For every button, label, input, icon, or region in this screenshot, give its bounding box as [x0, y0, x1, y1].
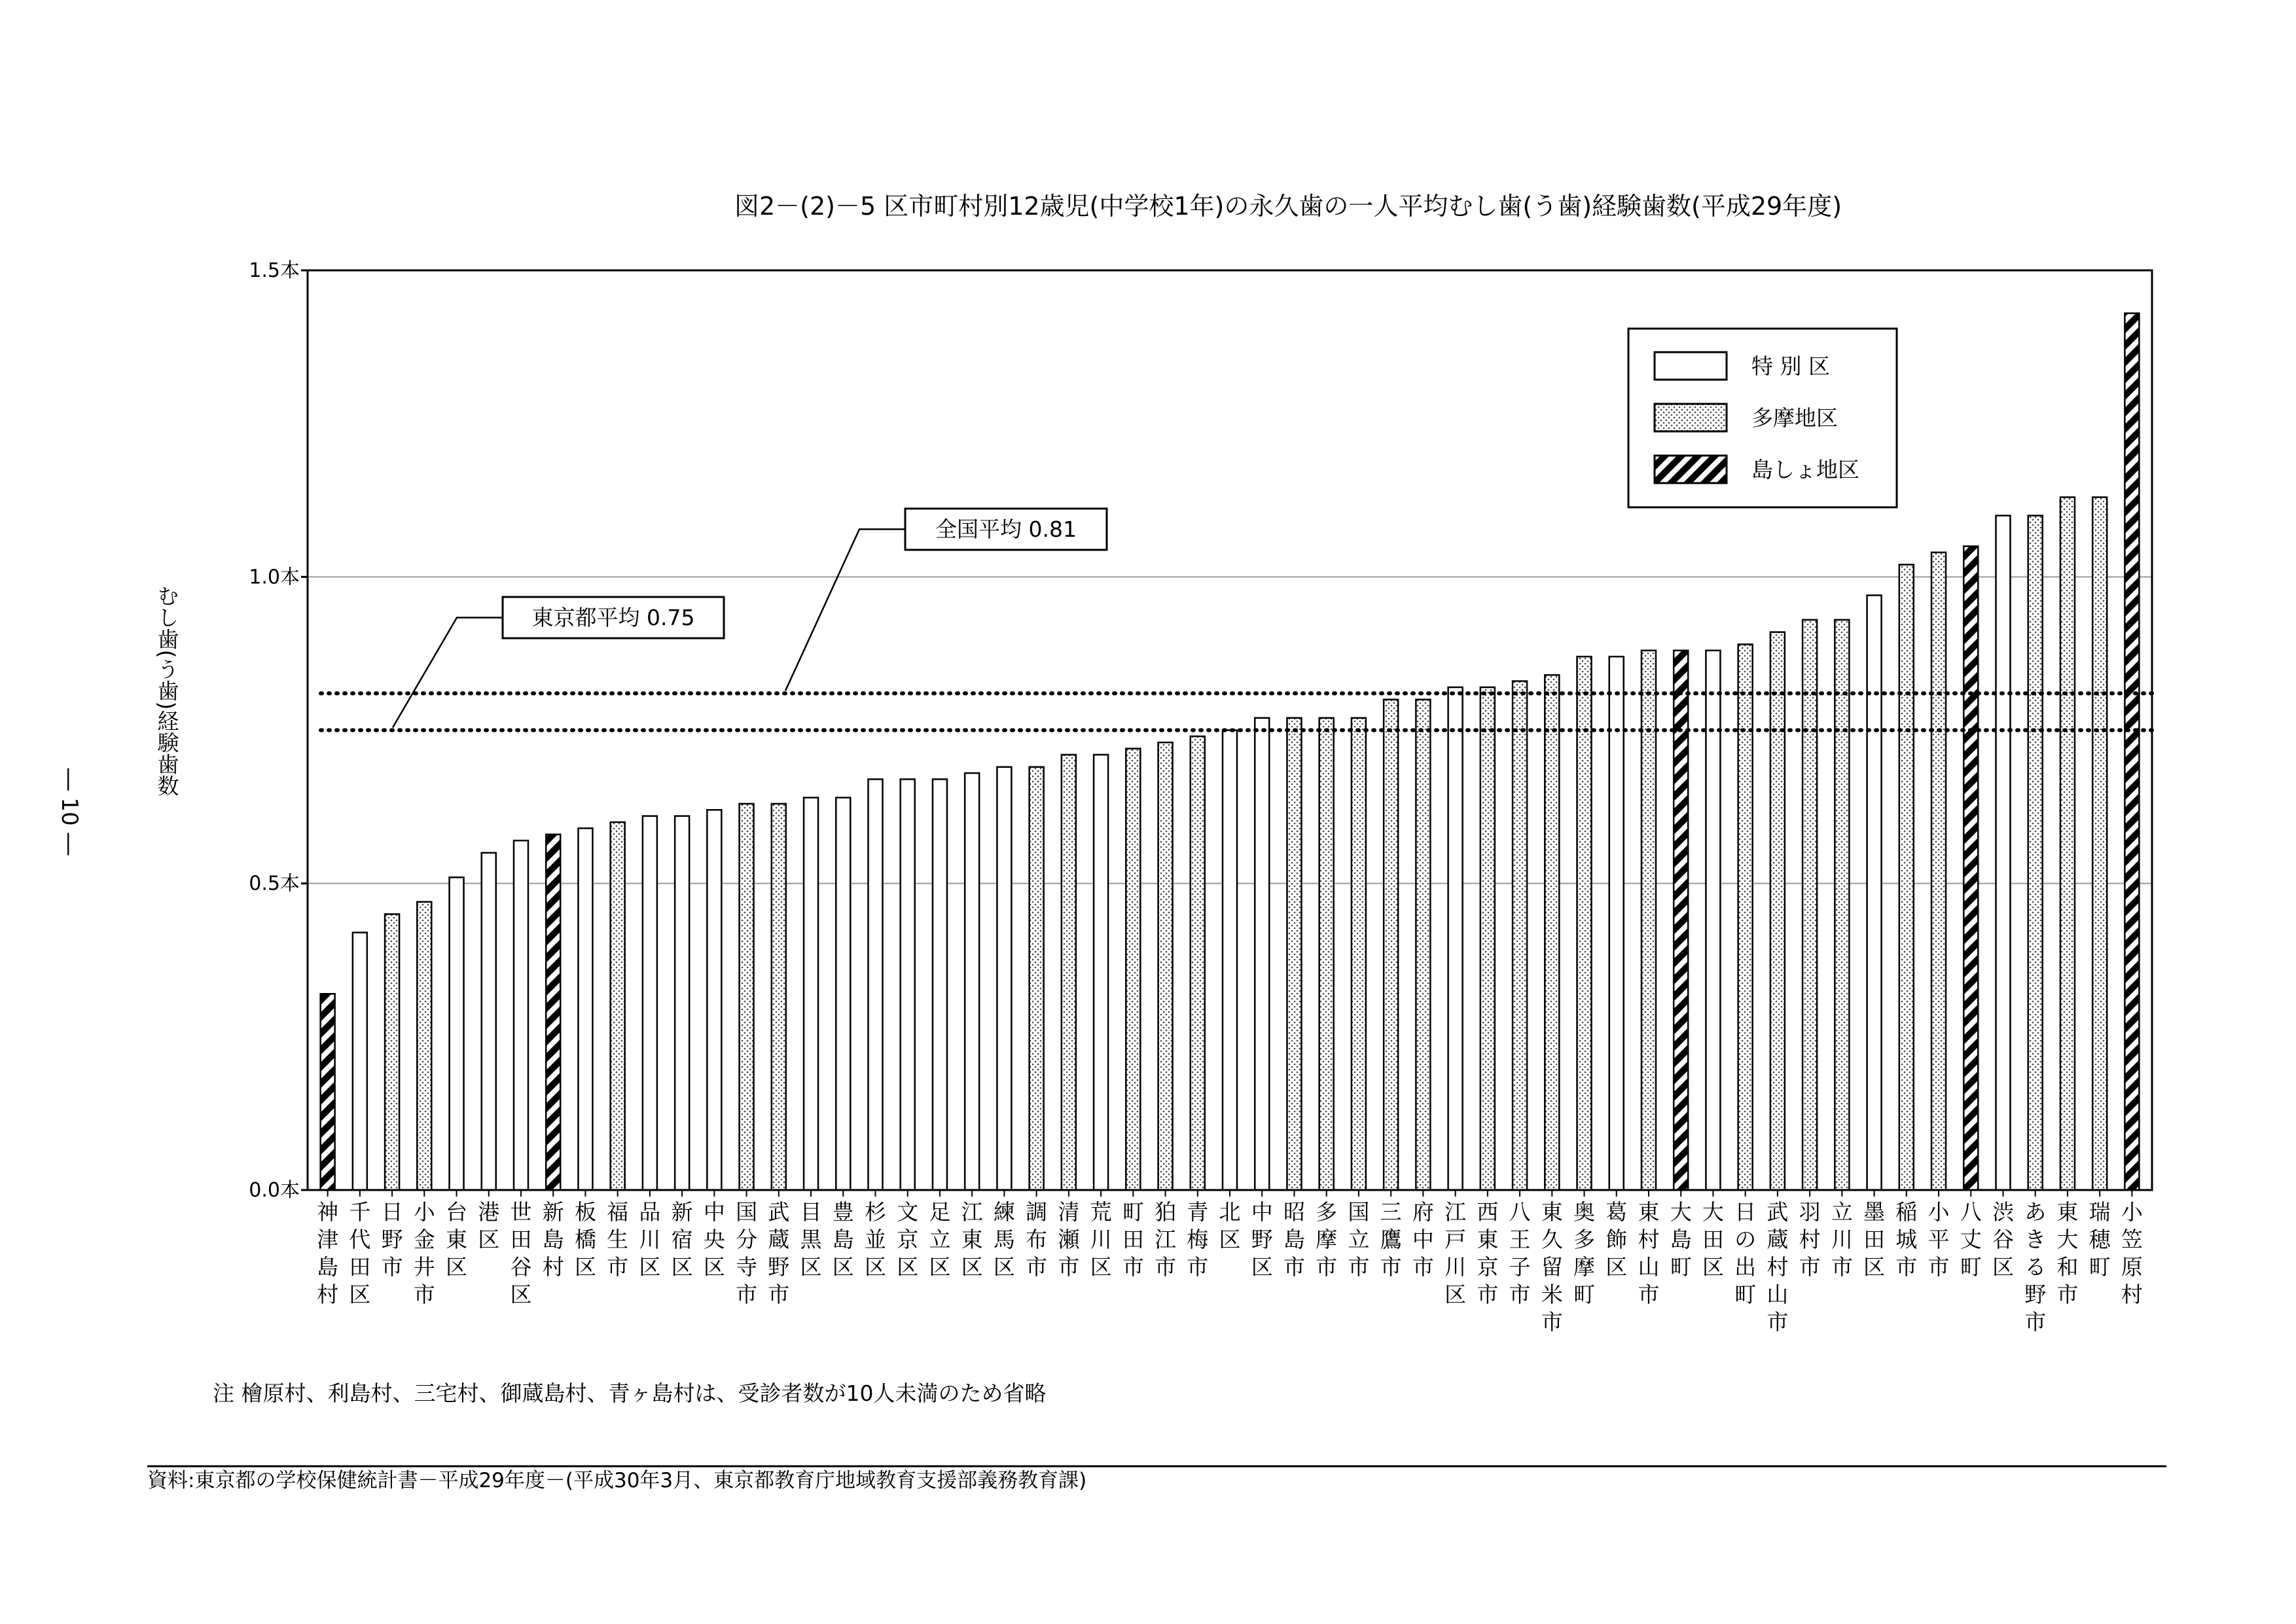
- category-label: 昭島市: [1283, 1199, 1305, 1280]
- category-label: 日の出町: [1734, 1199, 1757, 1307]
- bar-special: [1094, 755, 1108, 1190]
- category-label: 江東区: [961, 1199, 983, 1280]
- reference-leader: [785, 530, 905, 691]
- category-label: 北区: [1219, 1199, 1241, 1252]
- bar-tama: [1513, 681, 1527, 1190]
- category-label: 板橋区: [574, 1199, 596, 1280]
- category-label: 小金井市: [413, 1199, 435, 1307]
- category-label: 国立市: [1348, 1199, 1370, 1280]
- category-label: 羽村市: [1799, 1199, 1821, 1280]
- category-label: 足立区: [929, 1199, 951, 1280]
- bar-tama: [417, 902, 431, 1190]
- bar-special: [836, 798, 850, 1190]
- bar-special: [578, 828, 592, 1190]
- bar-special: [1223, 731, 1237, 1191]
- bar-tama: [1835, 620, 1849, 1190]
- category-label: 奥多摩町: [1573, 1199, 1596, 1307]
- category-label: 文京区: [897, 1199, 919, 1280]
- bar-special: [804, 798, 818, 1190]
- category-label: 豊島区: [832, 1199, 854, 1280]
- bar-tama: [2092, 497, 2107, 1190]
- bar-tama: [1319, 718, 1334, 1190]
- bar-tama: [1287, 718, 1301, 1190]
- category-label: 新宿区: [671, 1199, 693, 1280]
- category-label: 三鷹市: [1380, 1199, 1402, 1280]
- category-label: 新島村: [542, 1199, 564, 1280]
- legend-label-tama: 多摩地区: [1751, 405, 1838, 431]
- category-label: 多摩市: [1316, 1199, 1338, 1280]
- bar-tama: [1480, 687, 1495, 1190]
- category-label: 稲城市: [1895, 1199, 1918, 1280]
- bar-special: [514, 840, 528, 1190]
- y-axis-label: むし歯(う歯)経験歯数: [154, 585, 180, 797]
- category-label: 国分寺市: [736, 1199, 758, 1307]
- category-label: 中央区: [703, 1199, 725, 1280]
- bar-tama: [1384, 700, 1398, 1190]
- bar-special: [1255, 718, 1269, 1190]
- bar-special: [482, 853, 496, 1190]
- y-tick-label: 0.0本: [249, 1179, 300, 1202]
- bar-tama: [1738, 644, 1753, 1190]
- bar-tama: [1545, 675, 1559, 1190]
- bar-island: [321, 994, 335, 1190]
- category-label: 八王子市: [1509, 1199, 1531, 1307]
- bar-special: [933, 779, 947, 1190]
- footnote: 注 檜原村、利島村、三宅村、御蔵島村、青ヶ島村は、受診者数が10人未満のため省略: [213, 1380, 1047, 1406]
- reference-label: 東京都平均 0.75: [531, 605, 695, 630]
- bar-tama: [611, 822, 625, 1190]
- category-label: 大田区: [1702, 1199, 1724, 1280]
- category-label: 立川市: [1831, 1199, 1853, 1280]
- category-label: 荒川区: [1090, 1199, 1112, 1280]
- legend-swatch-island: [1655, 456, 1727, 483]
- bar-island: [1964, 547, 1978, 1191]
- category-label: 府中市: [1412, 1199, 1434, 1280]
- y-tick-label: 1.0本: [249, 566, 300, 589]
- category-label: 小笠原村: [2121, 1199, 2143, 1307]
- category-label: 日野市: [381, 1199, 403, 1280]
- bar-island: [2125, 314, 2139, 1190]
- bar-tama: [1158, 742, 1173, 1190]
- category-label: 小平市: [1928, 1199, 1950, 1280]
- bar-tama: [1030, 767, 1044, 1190]
- bar-tama: [1803, 620, 1817, 1190]
- bar-tama: [1126, 749, 1140, 1190]
- bar-special: [901, 779, 915, 1190]
- category-label: 杉並区: [864, 1199, 886, 1280]
- category-label: 練馬区: [993, 1199, 1015, 1280]
- category-label: 世田谷区: [510, 1199, 532, 1307]
- bar-special: [353, 933, 367, 1190]
- legend-swatch-tama: [1655, 404, 1727, 431]
- bar-special: [707, 810, 721, 1190]
- category-label: 東村山市: [1638, 1199, 1660, 1307]
- category-label: 福生市: [607, 1199, 629, 1280]
- reference-leader: [393, 618, 503, 728]
- bar-special: [643, 816, 657, 1190]
- category-label: 渋谷区: [1992, 1199, 2014, 1280]
- category-label: 台東区: [446, 1199, 468, 1280]
- category-label: 墨田区: [1863, 1199, 1886, 1280]
- category-label: 清瀬市: [1058, 1199, 1080, 1280]
- chart-title: 図2－(2)－5 区市町村別12歳児(中学校1年)の永久歯の一人平均むし歯(う歯)経験歯数(平成29年度): [734, 192, 1842, 221]
- category-label: 八丈町: [1960, 1199, 1982, 1280]
- bar-tama: [1191, 736, 1205, 1190]
- bar-tama: [385, 914, 399, 1191]
- category-label: 東久留米市: [1541, 1199, 1563, 1335]
- category-label: あきる野市: [2024, 1199, 2047, 1335]
- category-label: 武蔵野市: [768, 1199, 790, 1307]
- bar-tama: [772, 804, 786, 1190]
- category-label: 葛飾区: [1605, 1199, 1628, 1280]
- legend-label-special: 特 別 区: [1751, 353, 1830, 379]
- y-tick-label: 0.5本: [249, 872, 300, 895]
- category-label: 西東京市: [1477, 1199, 1499, 1307]
- bar-tama: [2060, 497, 2075, 1190]
- legend: [1628, 329, 1897, 507]
- category-label: 東大和市: [2056, 1199, 2079, 1307]
- category-label: 狛江市: [1155, 1199, 1177, 1280]
- category-label: 大島町: [1670, 1199, 1692, 1280]
- bar-tama: [1062, 755, 1076, 1190]
- category-label: 港区: [478, 1199, 500, 1252]
- reference-label: 全国平均 0.81: [935, 516, 1077, 542]
- bar-tama: [2028, 516, 2043, 1190]
- page-number: ― 10 ―: [56, 768, 82, 856]
- category-label: 中野区: [1251, 1199, 1273, 1280]
- source-text: 資料:東京都の学校保健統計書－平成29年度－(平成30年3月、東京都教育庁地域教育支援部義務教育課): [147, 1469, 1087, 1492]
- bar-tama: [1899, 565, 1914, 1190]
- category-label: 神津島村: [317, 1199, 339, 1307]
- category-label: 千代田区: [349, 1199, 371, 1307]
- bar-special: [965, 773, 979, 1190]
- bar-special: [1609, 657, 1624, 1190]
- category-labels: [317, 1190, 2144, 1335]
- category-label: 品川区: [639, 1199, 661, 1280]
- bar-island: [546, 835, 560, 1190]
- category-label: 江戸川区: [1444, 1199, 1467, 1307]
- category-label: 青梅市: [1187, 1199, 1209, 1280]
- bar-tama: [1770, 632, 1785, 1190]
- category-label: 調布市: [1026, 1199, 1048, 1280]
- bar-tama: [1352, 718, 1366, 1190]
- category-label: 武蔵村山市: [1767, 1199, 1789, 1335]
- bar-tama: [1416, 700, 1430, 1190]
- bar-special: [675, 816, 689, 1190]
- legend-swatch-special: [1655, 352, 1727, 380]
- category-label: 瑞穂町: [2089, 1199, 2111, 1280]
- bar-special: [997, 767, 1011, 1190]
- bar-special: [868, 779, 882, 1190]
- y-tick-labels: [249, 259, 308, 1202]
- bar-tama: [1577, 657, 1592, 1190]
- bar-special: [1996, 516, 2010, 1190]
- bar-special: [450, 877, 464, 1190]
- y-tick-label: 1.5本: [249, 259, 300, 282]
- bar-tama: [740, 804, 754, 1190]
- category-label: 町田市: [1122, 1199, 1144, 1280]
- bar-special: [1867, 595, 1882, 1190]
- bar-tama: [1931, 552, 1946, 1190]
- category-label: 目黒区: [800, 1199, 822, 1280]
- bar-special: [1448, 687, 1463, 1190]
- legend-label-island: 島しょ地区: [1751, 457, 1859, 482]
